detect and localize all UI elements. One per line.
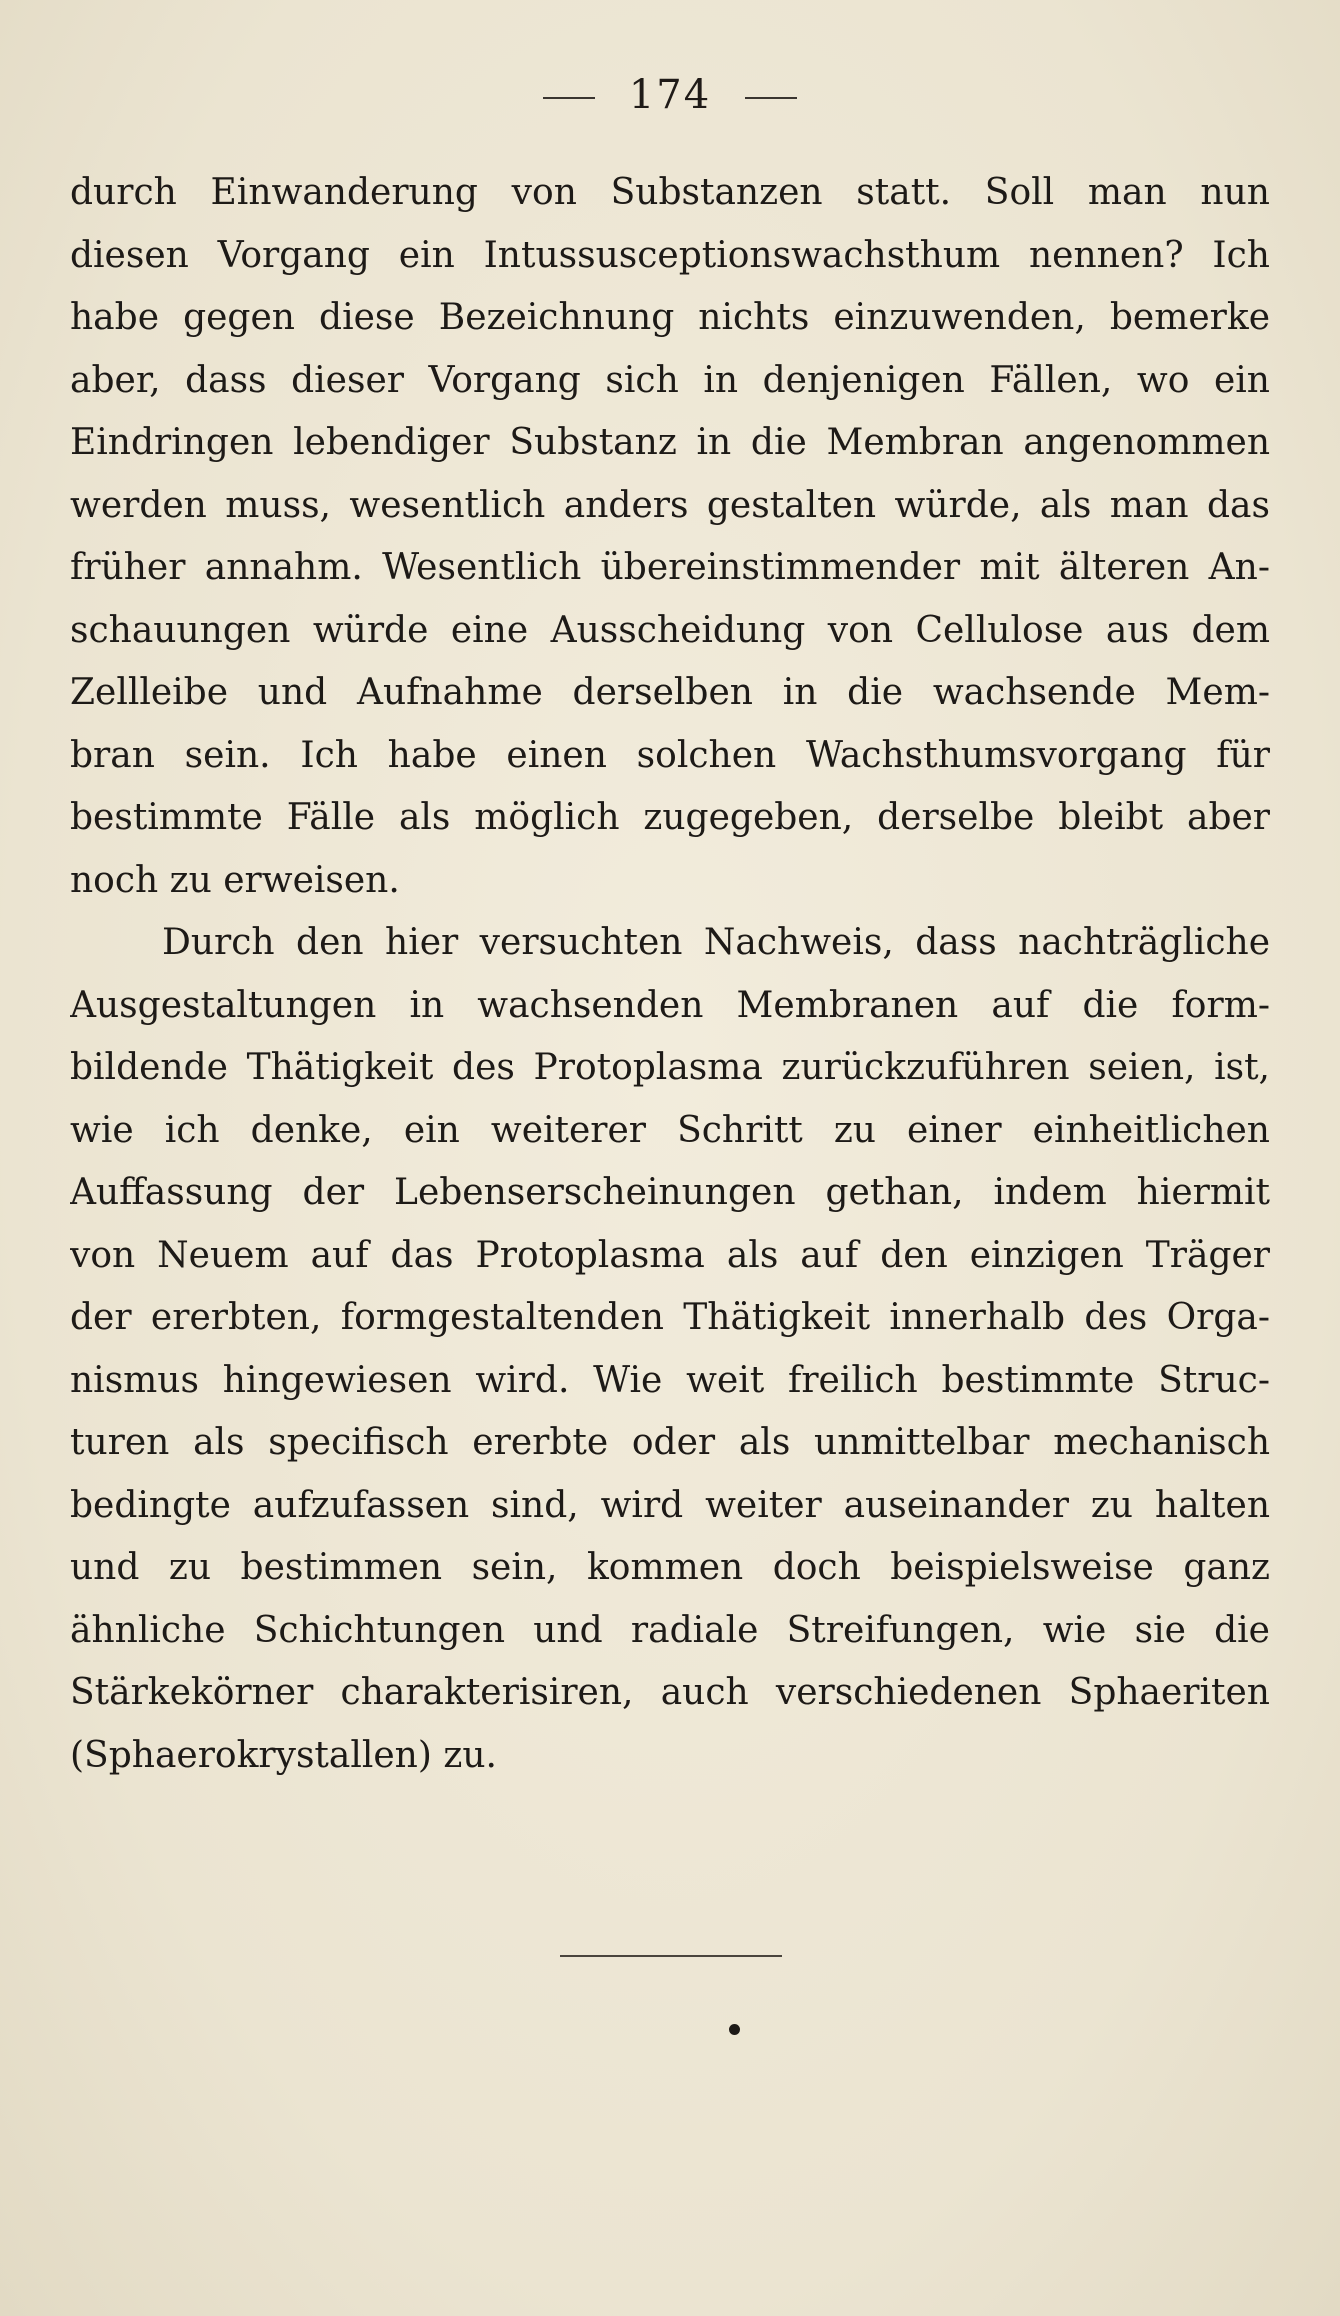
text-line: Ausgestaltungen in wachsenden Membranen auf die form- (70, 984, 1270, 1026)
text-line: diesen Vorgang ein Intussusceptionswachsthum nennen? Ich (70, 234, 1270, 276)
text-line: Durch den hier versuchten Nachweis, dass nachträgliche (162, 922, 1270, 963)
text-line: Eindringen lebendiger Substanz in die Membran angenommen (70, 422, 1270, 463)
paragraph-2 (70, 912, 1270, 1787)
text-line: bestimmte Fälle als möglich zugegeben, derselbe bleibt aber (70, 797, 1270, 838)
text-line: Auffassung der Lebenserscheinungen gethan, indem hiermit (70, 1172, 1270, 1213)
page-number: 174 (628, 72, 712, 118)
text-line: schauungen würde eine Ausscheidung von Cellulose aus dem (70, 609, 1270, 651)
text-line: aber, dass dieser Vorgang sich in denjenigen Fällen, wo ein (70, 359, 1270, 401)
text-line: (Sphaerokrystallen) zu. (70, 1734, 497, 1776)
body-text (70, 162, 1270, 1787)
header-right-dash (745, 97, 797, 99)
text-line: durch Einwanderung von Substanzen statt. Soll man nun (70, 172, 1270, 213)
text-line: Stärkekörner charakterisiren, auch verschiedenen Sphaeriten (70, 1672, 1270, 1713)
text-line: turen als specifisch ererbte oder als unmittelbar mechanisch (70, 1422, 1270, 1463)
text-line: von Neuem auf das Protoplasma als auf den einzigen Träger (70, 1234, 1270, 1276)
text-line: bran sein. Ich habe einen solchen Wachsthumsvorgang für (70, 734, 1270, 776)
section-divider (560, 1955, 782, 1957)
ink-dot (729, 2024, 740, 2035)
text-line: wie ich denke, ein weiterer Schritt zu einer einheitlichen (70, 1109, 1270, 1151)
text-line: und zu bestimmen sein, kommen doch beispielsweise ganz (70, 1547, 1270, 1588)
text-line: früher annahm. Wesentlich übereinstimmender mit älteren An- (70, 547, 1270, 588)
header-left-dash (543, 97, 595, 99)
page-header (0, 72, 1340, 118)
text-line: der ererbten, formgestaltenden Thätigkeit innerhalb des Orga- (70, 1297, 1270, 1338)
text-line: habe gegen diese Bezeichnung nichts einzuwenden, bemerke (70, 297, 1270, 338)
text-line: bedingte aufzufassen sind, wird weiter auseinander zu halten (70, 1484, 1270, 1526)
text-line: ähnliche Schichtungen und radiale Streifungen, wie sie die (70, 1609, 1270, 1651)
text-line: nismus hingewiesen wird. Wie weit freilich bestimmte Struc- (70, 1359, 1270, 1401)
paragraph-1 (70, 162, 1270, 912)
text-line: noch zu erweisen. (70, 859, 400, 901)
text-line: werden muss, wesentlich anders gestalten würde, als man das (70, 484, 1270, 526)
text-line: bildende Thätigkeit des Protoplasma zurückzuführen seien, ist, (70, 1047, 1270, 1088)
text-line: Zellleibe und Aufnahme derselben in die wachsende Mem- (70, 672, 1270, 713)
